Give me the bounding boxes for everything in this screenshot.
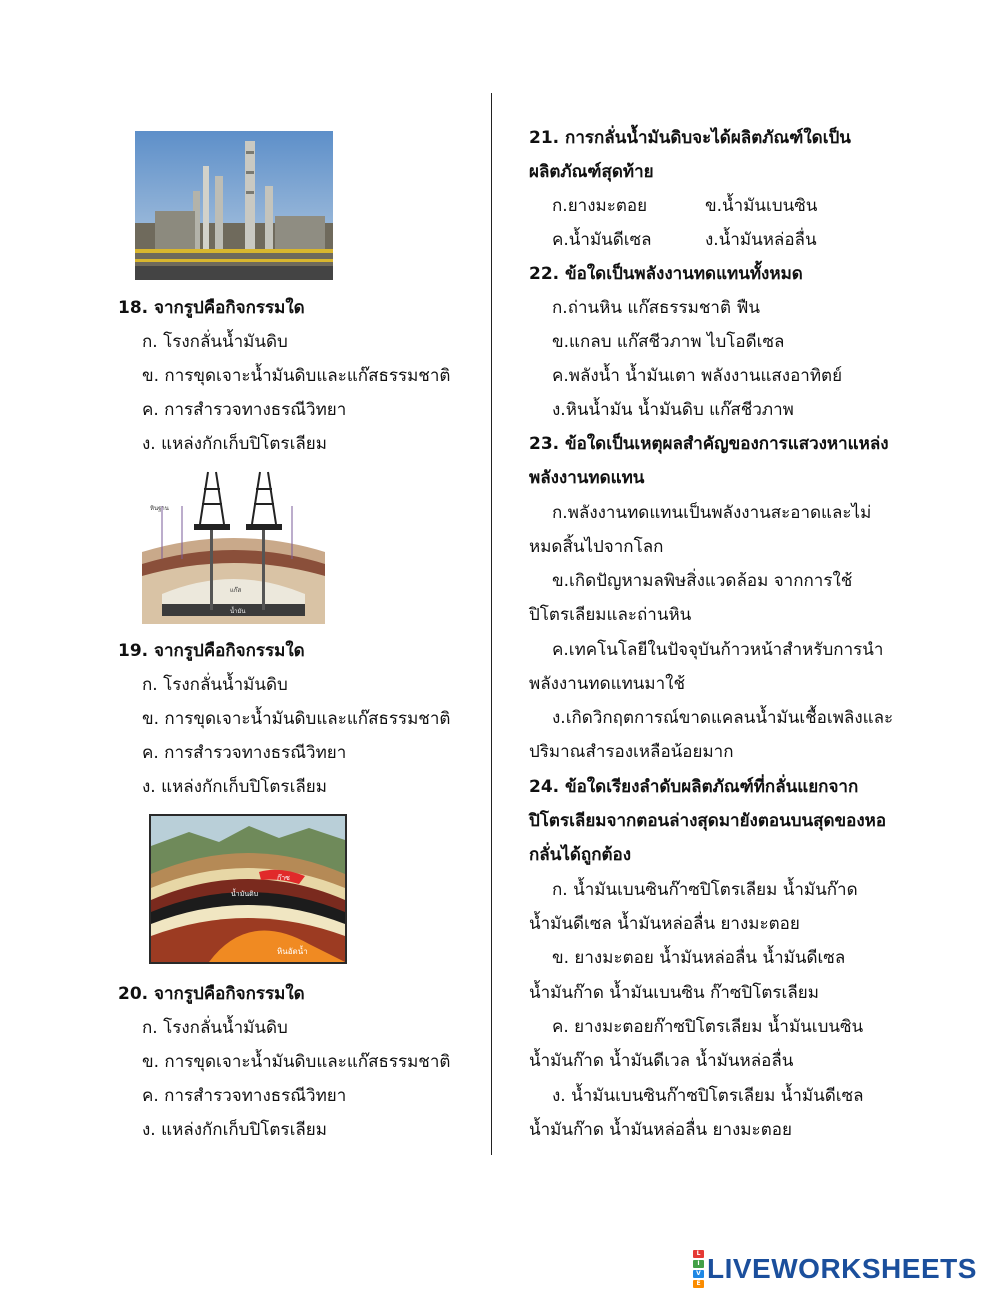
q23-title-line1: 23. ข้อใดเป็นเหตุผลสำคัญของการแสวงหาแหล่ง [529, 434, 889, 454]
q22-option-a[interactable]: ก.ถ่านหิน แก๊สธรรมชาติ ฟืน [552, 298, 761, 318]
q23-option-a-cont: หมดสิ้นไปจากโลก [529, 537, 664, 557]
q20-option-a[interactable]: ก. โรงกลั่นน้ำมันดิบ [142, 1018, 288, 1038]
q24-option-b[interactable]: ข. ยางมะตอย น้ำมันหล่อลื่น น้ำมันดีเซล [552, 948, 846, 968]
q23-title-line2: พลังงานทดแทน [529, 468, 645, 488]
reservoir-layers-diagram [149, 814, 347, 964]
q22-option-b[interactable]: ข.แกลบ แก๊สชีวภาพ ไบโอดีเซล [552, 332, 785, 352]
q24-option-c[interactable]: ค. ยางมะตอยก๊าซปิโตรเลียม น้ำมันเบนซิน [552, 1017, 864, 1037]
logo-text: LIVEWORKSHEETS [707, 1253, 977, 1284]
reservoir-label-crude-oil: น้ำมันดิบ [231, 890, 259, 898]
q18-option-d[interactable]: ง. แหล่งกักเก็บปิโตรเลียม [142, 434, 327, 454]
q22-option-d[interactable]: ง.หินน้ำมัน น้ำมันดิบ แก๊สชีวภาพ [552, 400, 794, 420]
q21-title-line2: ผลิตภัณฑ์สุดท้าย [529, 162, 654, 182]
q19-title: 19. จากรูปคือกิจกรรมใด [118, 641, 305, 661]
q23-option-a[interactable]: ก.พลังงานทดแทนเป็นพลังงานสะอาดและไม่ [552, 503, 872, 523]
q23-option-d-cont: ปริมาณสำรองเหลือน้อยมาก [529, 742, 734, 762]
q24-option-d[interactable]: ง. น้ำมันเบนซินก๊าซปิโตรเลียม น้ำมันดีเซล [552, 1086, 864, 1106]
q19-option-c[interactable]: ค. การสำรวจทางธรณีวิทยา [142, 743, 347, 763]
q20-option-d[interactable]: ง. แหล่งกักเก็บปิโตรเลียม [142, 1120, 327, 1140]
column-divider [491, 93, 492, 1155]
q24-option-b-cont: น้ำมันก๊าด น้ำมันเบนซิน ก๊าซปิโตรเลียม [529, 983, 819, 1003]
q18-title: 18. จากรูปคือกิจกรรมใด [118, 298, 305, 318]
q20-option-b[interactable]: ข. การขุดเจาะน้ำมันดิบและแก๊สธรรมชาติ [142, 1052, 451, 1072]
q23-option-d[interactable]: ง.เกิดวิกฤตการณ์ขาดแคลนน้ำมันเชื้อเพลิงและ [552, 708, 894, 728]
q21-option-d[interactable]: ง.น้ำมันหล่อลื่น [705, 230, 817, 250]
rig-label-gas: แก๊ส [230, 587, 242, 594]
q23-option-c[interactable]: ค.เทคโนโลยีในปัจจุบันก้าวหน้าสำหรับการนำ [552, 640, 884, 660]
q23-option-b[interactable]: ข.เกิดปัญหามลพิษสิ่งแวดล้อม จากการใช้ [552, 571, 853, 591]
q18-option-a[interactable]: ก. โรงกลั่นน้ำมันดิบ [142, 332, 288, 352]
q24-option-d-cont: น้ำมันก๊าด น้ำมันหล่อลื่น ยางมะตอย [529, 1120, 792, 1140]
drilling-rig-diagram [142, 464, 325, 624]
live-badge-icon: L I V E [693, 1249, 704, 1289]
q19-option-a[interactable]: ก. โรงกลั่นน้ำมันดิบ [142, 675, 288, 695]
reservoir-label-gas: ก๊าซ [277, 874, 290, 882]
q21-option-c[interactable]: ค.น้ำมันดีเซล [552, 230, 652, 250]
q24-option-a-cont: น้ำมันดีเซล น้ำมันหล่อลื่น ยางมะตอย [529, 914, 800, 934]
q24-option-a[interactable]: ก. น้ำมันเบนซินก๊าซปิโตรเลียม น้ำมันก๊าด [552, 880, 858, 900]
q20-title: 20. จากรูปคือกิจกรรมใด [118, 984, 305, 1004]
reservoir-label-water-rock: หินอัดน้ำ [277, 947, 308, 956]
q23-option-c-cont: พลังงานทดแทนมาใช้ [529, 674, 686, 694]
q19-option-b[interactable]: ข. การขุดเจาะน้ำมันดิบและแก๊สธรรมชาติ [142, 709, 451, 729]
q24-title-line3: กลั่นได้ถูกต้อง [529, 845, 632, 865]
q21-option-b[interactable]: ข.น้ำมันเบนซิน [705, 196, 818, 216]
rig-label-bedrock: หินฐาน [150, 505, 169, 512]
q21-option-a[interactable]: ก.ยางมะตอย [552, 196, 648, 216]
q23-option-b-cont: ปิโตรเลียมและถ่านหิน [529, 605, 692, 625]
q24-title-line2: ปิโตรเลียมจากตอนล่างสุดมายังตอนบนสุดของหอ [529, 811, 887, 831]
q22-title: 22. ข้อใดเป็นพลังงานทดแทนทั้งหมด [529, 264, 803, 284]
q24-option-c-cont: น้ำมันก๊าด น้ำมันดีเวล น้ำมันหล่อลื่น [529, 1051, 794, 1071]
rig-label-oil: น้ำมัน [230, 608, 246, 615]
q20-option-c[interactable]: ค. การสำรวจทางธรณีวิทยา [142, 1086, 347, 1106]
q18-option-c[interactable]: ค. การสำรวจทางธรณีวิทยา [142, 400, 347, 420]
refinery-photo [135, 131, 333, 280]
q24-title-line1: 24. ข้อใดเรียงลำดับผลิตภัณฑ์ที่กลั่นแยกจาก [529, 777, 859, 797]
liveworksheets-logo[interactable] [693, 1252, 977, 1286]
q21-title-line1: 21. การกลั่นน้ำมันดิบจะได้ผลิตภัณฑ์ใดเป็น [529, 128, 851, 148]
q19-option-d[interactable]: ง. แหล่งกักเก็บปิโตรเลียม [142, 777, 327, 797]
q22-option-c[interactable]: ค.พลังน้ำ น้ำมันเตา พลังงานแสงอาทิตย์ [552, 366, 843, 386]
q18-option-b[interactable]: ข. การขุดเจาะน้ำมันดิบและแก๊สธรรมชาติ [142, 366, 451, 386]
